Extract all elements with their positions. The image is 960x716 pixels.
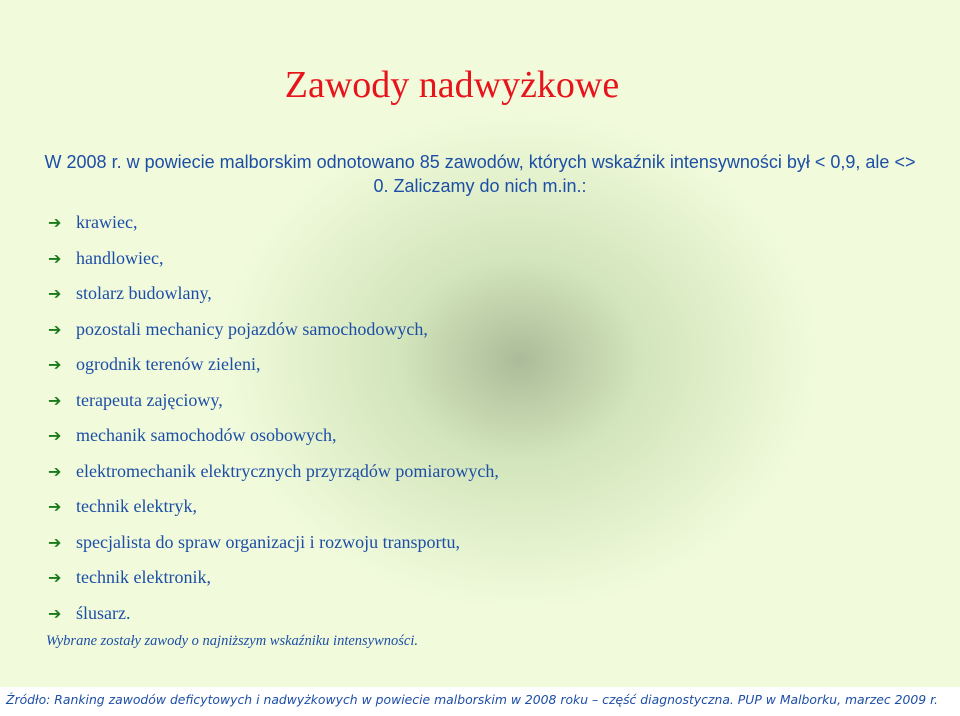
- list-item-label: krawiec,: [76, 212, 138, 233]
- list-item: [48, 454, 499, 490]
- occupation-list: [48, 205, 499, 631]
- page-title: Zawody nadwyżkowe: [284, 64, 620, 106]
- arrow-right-icon: ➔: [48, 355, 62, 375]
- list-item: [48, 241, 499, 277]
- arrow-right-icon: ➔: [48, 426, 62, 446]
- arrow-right-icon: ➔: [48, 461, 62, 481]
- list-item-label: technik elektryk,: [76, 496, 197, 517]
- list-item: [48, 312, 499, 348]
- arrow-right-icon: ➔: [48, 390, 62, 410]
- selection-note: Wybrane zostały zawody o najniższym wskaźniku intensywności.: [46, 633, 419, 649]
- arrow-right-icon: ➔: [48, 603, 62, 623]
- list-item: [48, 383, 499, 419]
- list-item: [48, 276, 499, 312]
- source-footer: Źródło: Ranking zawodów deficytowych i nadwyżkowych w powiecie malborskim w 2008 roku – część diagnostyczna. PUP w Malborku, marzec 2009 r.: [0, 687, 960, 716]
- list-item-label: mechanik samochodów osobowych,: [76, 425, 337, 446]
- arrow-right-icon: ➔: [48, 248, 62, 268]
- list-item: [48, 418, 499, 454]
- list-item-label: specjalista do spraw organizacji i rozwoju transportu,: [76, 531, 461, 552]
- list-item: [48, 347, 499, 383]
- arrow-right-icon: ➔: [48, 213, 62, 233]
- intro-text: W 2008 r. w powiecie malborskim odnotowano 85 zawodów, których wskaźnik intensywności był < 0,9, ale <> 0. Zaliczamy do nich m.in.:: [44, 152, 916, 196]
- list-item: [48, 560, 499, 596]
- arrow-right-icon: ➔: [48, 284, 62, 304]
- list-item-label: ślusarz.: [76, 602, 131, 623]
- list-item: [48, 596, 499, 632]
- arrow-right-icon: ➔: [48, 319, 62, 339]
- list-item-label: handlowiec,: [76, 247, 164, 268]
- arrow-right-icon: ➔: [48, 532, 62, 552]
- list-item-label: terapeuta zajęciowy,: [76, 389, 223, 410]
- list-item: [48, 489, 499, 525]
- list-item-label: technik elektronik,: [76, 567, 211, 588]
- list-item-label: ogrodnik terenów zieleni,: [76, 354, 261, 375]
- arrow-right-icon: ➔: [48, 568, 62, 588]
- list-item-label: pozostali mechanicy pojazdów samochodowych,: [76, 318, 428, 339]
- list-item: [48, 525, 499, 561]
- arrow-right-icon: ➔: [48, 497, 62, 517]
- list-item: [48, 205, 499, 241]
- list-item-label: stolarz budowlany,: [76, 283, 212, 304]
- list-item-label: elektromechanik elektrycznych przyrządów pomiarowych,: [76, 460, 499, 481]
